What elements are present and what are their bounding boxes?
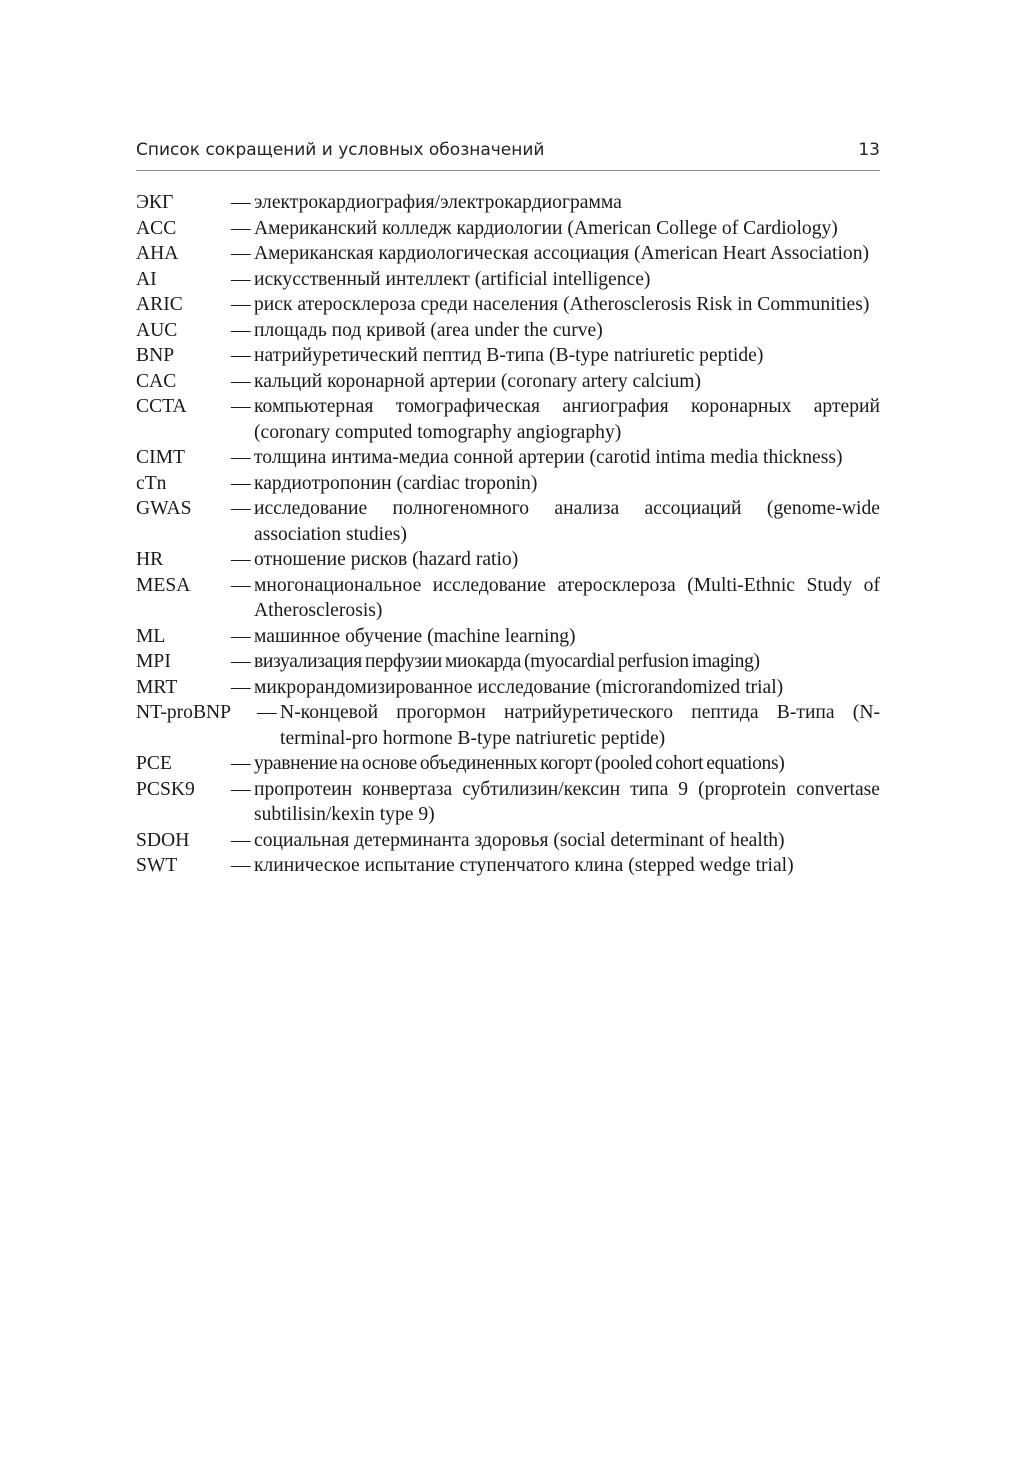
abbreviation: AUC — [136, 319, 178, 341]
dash: — — [231, 268, 251, 290]
list-item — [136, 241, 880, 267]
dash: — — [231, 319, 251, 341]
dash: — — [231, 396, 251, 417]
abbreviation: MPI — [136, 651, 171, 672]
abbreviation-list — [136, 190, 880, 879]
abbreviation: CIMT — [136, 447, 185, 468]
abbreviation: AHA — [136, 243, 179, 264]
definition: машинное обучение (machine learning) — [254, 625, 576, 647]
definition: кальций коронарной артерии (coronary artery calcium) — [254, 370, 702, 392]
definition: клиническое испытание ступенчатого клина (stepped wedge trial) — [254, 855, 794, 876]
list-item — [136, 624, 880, 650]
definition: социальная детерминанта здоровья (social determinant of health) — [254, 829, 785, 851]
definition: отношение рисков (hazard ratio) — [254, 549, 519, 570]
dash: — — [231, 472, 251, 494]
dash: — — [231, 676, 251, 698]
list-item — [136, 675, 880, 701]
list-item — [136, 394, 880, 445]
abbreviation: cTn — [136, 472, 167, 494]
abbreviation: GWAS — [136, 498, 192, 519]
abbreviation: PCSK9 — [136, 778, 195, 800]
dash: — — [231, 370, 251, 392]
list-item — [136, 828, 880, 854]
dash: — — [231, 447, 251, 468]
list-item — [136, 649, 880, 675]
list-item — [136, 216, 880, 242]
abbreviation: CAC — [136, 370, 177, 392]
running-header — [136, 138, 880, 171]
abbreviation: SWT — [136, 855, 178, 876]
dash: — — [231, 549, 251, 570]
abbreviation: AI — [136, 268, 157, 290]
page-number: 13 — [858, 140, 880, 160]
header-title: Список сокращений и условных обозначений — [136, 140, 545, 160]
dash: — — [231, 294, 251, 315]
abbreviation: NT-proBNP — [136, 702, 232, 723]
abbreviation: HR — [136, 549, 164, 570]
definition: уравнение на основе объединенных когорт (pooled cohort equations) — [254, 753, 785, 774]
list-item — [136, 777, 880, 828]
list-item — [136, 547, 880, 573]
abbreviation: PCE — [136, 753, 172, 774]
dash: — — [231, 753, 251, 774]
definition: риск атеросклероза среди населения (Atherosclerosis Risk in Communities) — [254, 294, 870, 315]
dash: — — [231, 498, 251, 519]
dash: — — [231, 625, 251, 647]
list-item — [136, 496, 880, 547]
definition: Американская кардиологическая ассоциация (American Heart Association) — [254, 243, 870, 264]
definition: микрорандомизированное исследование (microrandomized trial) — [254, 676, 784, 698]
definition: толщина интима-медиа сонной артерии (carotid intima media thickness) — [254, 447, 843, 468]
dash: — — [231, 778, 251, 800]
dash: — — [231, 192, 251, 213]
abbreviation: MESA — [136, 574, 191, 596]
list-item — [136, 267, 880, 293]
dash: — — [231, 243, 251, 264]
dash: — — [231, 345, 251, 366]
abbreviation: ML — [136, 625, 166, 647]
list-item — [136, 573, 880, 624]
abbreviation: ACC — [136, 217, 177, 239]
dash: — — [231, 217, 251, 239]
definition: компьютерная томографическая ангиография коронарных артерий (coronary computed tomography angiography) — [254, 396, 880, 443]
list-item — [136, 471, 880, 497]
definition: натрийуретический пептид В-типа (B-type natriuretic peptide) — [254, 345, 764, 366]
definition: электрокардиография/электрокардиограмма — [254, 192, 622, 213]
abbreviation: ARIC — [136, 294, 183, 315]
definition: многонациональное исследование атеросклероза (Multi-Ethnic Study of Atherosclerosis) — [254, 574, 880, 621]
list-item — [136, 369, 880, 395]
definition: Американский колледж кардиологии (American College of Cardiology) — [254, 217, 838, 239]
list-item — [136, 853, 880, 879]
list-item — [136, 292, 880, 318]
abbreviation: MRT — [136, 676, 178, 698]
dash: — — [257, 702, 277, 723]
abbreviation: SDOH — [136, 829, 190, 851]
list-item — [136, 343, 880, 369]
definition: исследование полногеномного анализа ассоциаций (genome-wide association studies) — [254, 498, 880, 545]
definition: кардиотропонин (cardiac troponin) — [254, 472, 538, 494]
dash: — — [231, 574, 251, 596]
list-item — [136, 751, 880, 777]
abbreviation: ЭКГ — [136, 192, 174, 213]
list-item — [136, 190, 880, 216]
definition: искусственный интеллект (artificial intelligence) — [254, 268, 651, 290]
abbreviation: BNP — [136, 345, 175, 366]
dash: — — [231, 651, 251, 672]
definition: площадь под кривой (area under the curve) — [254, 319, 603, 341]
list-item — [136, 445, 880, 471]
dash: — — [231, 855, 251, 876]
abbreviation: CCTA — [136, 396, 187, 417]
definition: пропротеин конвертаза субтилизин/кексин типа 9 (proprotein convertase subtilisin/kexin type 9) — [254, 778, 880, 825]
definition: N-концевой прогормон натрийуретического пептида В-типа (N-terminal-pro hormone B-type natriuretic peptide) — [280, 702, 880, 749]
definition: визуализация перфузии миокарда (myocardial perfusion imaging) — [254, 651, 760, 672]
list-item — [136, 318, 880, 344]
dash: — — [231, 829, 251, 851]
list-item — [136, 700, 880, 751]
